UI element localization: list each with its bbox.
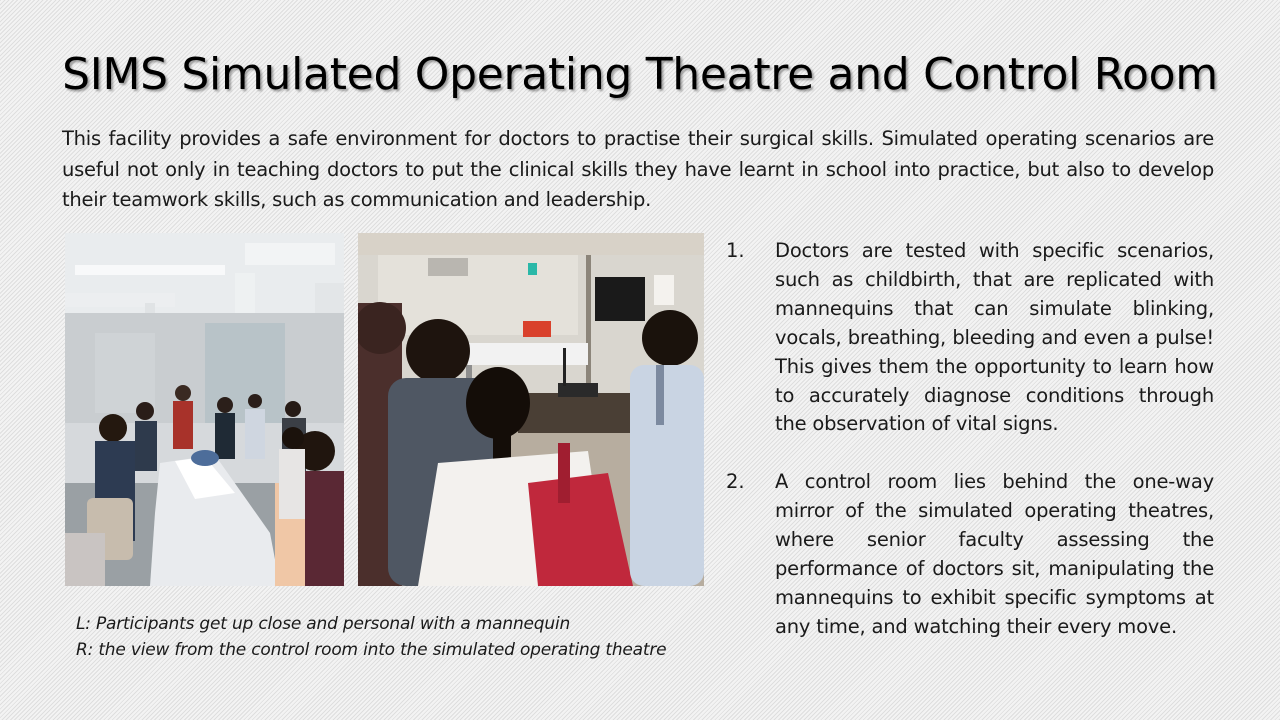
photo-caption <box>76 611 716 663</box>
control-room-photo <box>358 233 704 586</box>
list-item-number: 1. <box>726 239 745 262</box>
intro-paragraph: This facility provides a safe environment for doctors to practise their surgical skills. Simulated operating scenarios are useful not only in teaching doctors to put the clinical skills they have learnt in school into practice, but also to develop their teamwork skills, such as communication and leadership. <box>62 127 1214 211</box>
caption-right: R: the view from the control room into the simulated operating theatre <box>76 640 667 660</box>
operating-theatre-photo <box>65 233 344 586</box>
list-item-number: 2. <box>726 470 745 494</box>
list-item-text: Doctors are tested with specific scenarios, such as childbirth, that are replicated with mannequins that can simulate blinking, vocals, breathing, bleeding and even a pulse! This gives them the opportunity to learn how to accurately diagnose conditions through the observation of vital signs. <box>775 239 1214 436</box>
list-item-text: A control room lies behind the one-way mirror of the simulated operating theatres, where senior faculty assessing the performance of doctors sit, manipulating the mannequins to exhibit specific symptoms at any time, and watching their every move. <box>775 470 1214 638</box>
caption-left: L: Participants get up close and personal with a mannequin <box>76 614 571 634</box>
numbered-list <box>726 237 1216 671</box>
list-item <box>726 468 1216 641</box>
list-item <box>726 237 1216 439</box>
slide-title: SIMS Simulated Operating Theatre and Control Room <box>62 49 1218 100</box>
